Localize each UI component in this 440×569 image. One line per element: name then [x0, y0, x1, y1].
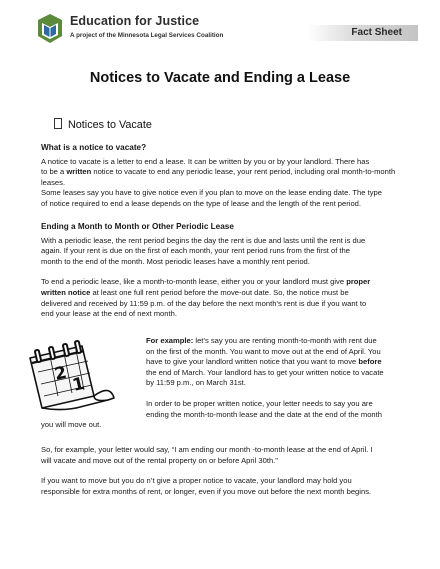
q2-block	[41, 222, 403, 320]
book-logo-icon	[36, 12, 64, 46]
section-heading-text: Notices to Vacate	[68, 119, 152, 131]
q1-line-1: A notice to vacate is a letter to end a lease. It can be written by you or by your landlord. There has	[41, 156, 370, 166]
letter-block	[41, 445, 403, 466]
q1-line-4: of notice required to end a lease depends on the type of lease and the length of the rent period.	[41, 198, 362, 208]
example-p2-tail	[41, 420, 403, 431]
q2-heading: Ending a Month to Month or Other Periodic Lease	[41, 222, 234, 231]
q1-line-2: to be a written notice to vacate to end any periodic lease, your rent period, including oral month-to-month leases.	[41, 167, 396, 187]
q2-p1-line-1: With a periodic lease, the rent period begins the day the rent is due and lasts until the rent is due	[41, 235, 366, 245]
example-p2-line-2: ending the month-to-month lease and the date at the end of the month	[146, 409, 382, 419]
q2-p2-line-4: end your lease at the end of next month.	[41, 309, 177, 319]
q1-line-3: Some leases say you have to give notice even if you plan to move on the lease ending date. The type	[41, 188, 382, 198]
calendar-illustration-icon	[24, 336, 119, 416]
letter-line-2: will vacate and move out of the rental property on or before April 30th.”	[41, 455, 278, 465]
example-line-4: the end of March. Your landlord has to get your written notice to vacate	[146, 367, 384, 377]
closing-line-1: If you want to move but you do n’t give a proper notice to vacate, your landlord may hold you	[41, 476, 352, 485]
q1-heading: What is a notice to vacate?	[41, 143, 147, 152]
written-emphasis: written	[66, 167, 92, 177]
example-p2-line-1: In order to be proper written notice, your letter needs to say you are	[146, 398, 373, 408]
q2-p2-line-2: written notice at least one full rent period before the move-out date. So, the notice must be	[41, 287, 349, 297]
page-title: Notices to Vacate and Ending a Lease	[89, 70, 351, 86]
q1-block	[41, 143, 403, 210]
closing-line-2: responsible for extra months of rent, or longer, even if you move out before the next month begins.	[41, 486, 372, 496]
before-emphasis: before	[358, 357, 382, 367]
page-header	[0, 0, 440, 58]
calendar-number-2: 2	[52, 362, 69, 385]
example-line-5: by 11:59 p.m., on March 31st.	[146, 378, 246, 388]
letter-line-1: So, for example, your letter would say, “I am ending our month -to-month lease at the end of April. I	[41, 445, 373, 454]
closing-block	[41, 476, 403, 497]
q2-p1-line-2: again. If your rent is due on the first of each month, your rent period runs from the first of the	[41, 246, 350, 256]
q2-p2-line-1: To end a periodic lease, like a month-to-month lease, either you or your landlord must give proper	[41, 277, 371, 287]
fact-sheet-label: Fact Sheet	[351, 27, 402, 38]
section-heading	[54, 118, 152, 131]
example-line-2: on the first of the month. You want to move out at the end of April. You	[146, 346, 381, 356]
q2-p2-line-3: delivered and received by 11:59 p.m. of the day before the next month’s rent is due if you want to	[41, 298, 367, 308]
brand-name: Education for Justice	[70, 14, 200, 28]
example-p2-line-3: you will move out.	[41, 420, 102, 429]
q2-p1-line-3: month to the end of the month. Most periodic leases have a monthly rent period.	[41, 256, 310, 266]
calendar-number-1: 1	[70, 373, 87, 396]
brand-subtitle: A project of the Minnesota Legal Services Coalition	[70, 32, 224, 39]
example-block	[146, 336, 408, 420]
example-line-1: For example: let’s say you are renting month-to-month with rent due	[146, 336, 377, 345]
example-line-3: have to give your landlord written notice that you want to move before	[146, 357, 382, 367]
checkbox-bullet-icon	[54, 118, 62, 129]
example-label: For example:	[146, 336, 194, 345]
